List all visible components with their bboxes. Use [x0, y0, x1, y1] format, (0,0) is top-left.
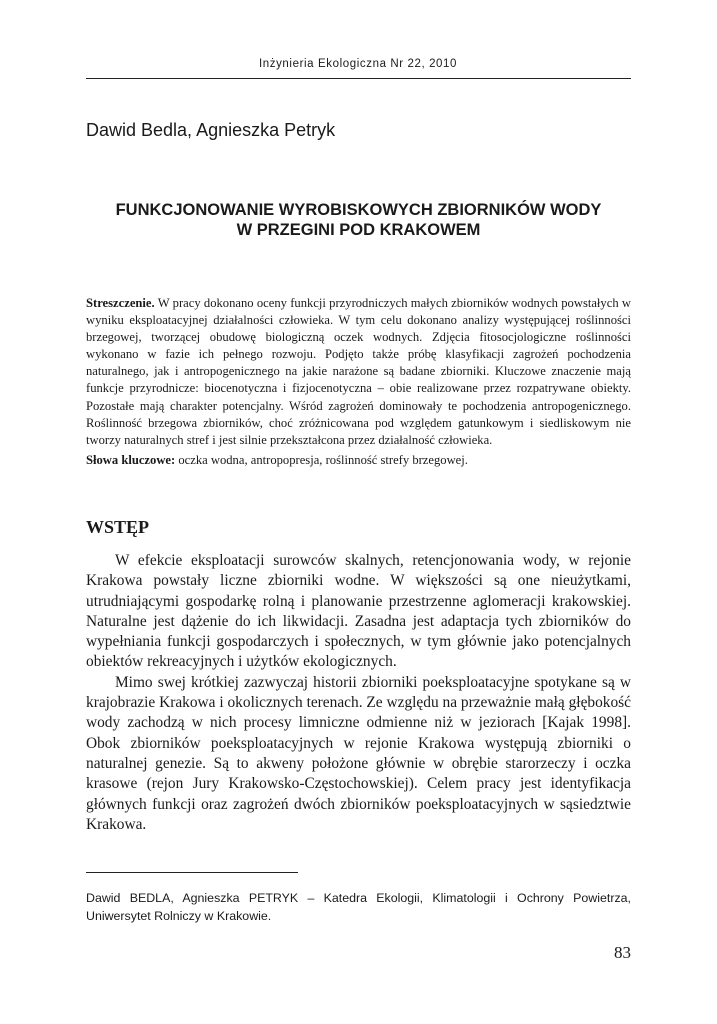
section-heading: WSTĘP — [86, 517, 150, 537]
keywords-paragraph — [86, 452, 631, 469]
authors: Dawid Bedla, Agnieszka Petryk — [86, 120, 336, 140]
footnote-rule — [86, 872, 298, 873]
abstract — [86, 295, 631, 469]
body-text — [86, 551, 631, 835]
header-rule — [86, 78, 631, 79]
title-line-2: W PRZEGINI POD KRAKOWEM — [236, 221, 481, 239]
body-paragraph-2: Mimo swej krótkiej zazwyczaj historii zbiorniki poeksploatacyjne spotykane są w krajobrazie Krakowa i okolicznych terenach. Ze względu na przeważnie małą głębokość wody zachodzą w nich procesy limniczne odmienne niż w jeziorach [Kajak 1998]. Obok zbiorników poeksploatacyjnych w rejonie Krakowa występują zbiorniki o naturalnej genezie. Są to akweny położone głównie w obrębie starorzeczy i oczka krasowe (rejon Jury Krakowsko-Częstochowskiej). Celem pracy jest identyfikacja głównych funkcji oraz zagrożeń dwóch zbiorników poeksploatacyjnych w sąsiedztwie Krakowa. — [86, 673, 631, 833]
page-number: 83 — [614, 943, 631, 962]
body-paragraph-1: W efekcie eksploatacji surowców skalnych, retencjonowania wody, w rejonie Krakowa powstały liczne zbiorniki wodne. W większości są one nieużytkami, utrudniającymi gospodarkę rolną i planowanie przestrzenne aglomeracji krakowskiej. Naturalne jest dążenie do ich likwidacji. Zasadna jest adaptacja tych zbiorników do wypełniania funkcji gospodarczych i społecznych, w tym głównie jako potencjalnych obiektów rekreacyjnych i użytków ekologicznych. — [86, 552, 631, 671]
abstract-text: W pracy dokonano oceny funkcji przyrodniczych małych zbiorników wodnych powstałych w wyniku eksploatacyjnej działalności człowieka. W tym celu dokonano analizy występującej roślinności brzegowej, tworzącej obudowę biologiczną oczek wodnych. Zdjęcia fitosocjologiczne roślinności wykonano w fazie ich pełnego rozwoju. Podjęto także próbę klasyfikacji zagrożeń pochodzenia naturalnego, jak i antropogenicznego na jakie narażone są badane zbiorniki. Kluczowe znaczenie mają funkcje przyrodnicze: biocenotyczna i fizjocenotyczna – obie realizowane przez rozpatrywane obiekty. Pozostałe mają charakter potencjalny. Wśród zagrożeń dominowały te pochodzenia antropogenicznego. Roślinność brzegowa zbiorników, choć zróżnicowana pod względem gatunkowym i siedliskowym nie tworzy naturalnych stref i jest silnie przekształcona przez działalność człowieka. — [86, 296, 631, 447]
footnote: Dawid BEDLA, Agnieszka PETRYK – Katedra Ekologii, Klimatologii i Ochrony Powietrza, Uniwersytet Rolniczy w Krakowie. — [86, 891, 631, 923]
journal-header: Inżynieria Ekologiczna Nr 22, 2010 — [258, 58, 458, 70]
abstract-label: Streszczenie. — [86, 296, 155, 310]
keywords-label: Słowa kluczowe: — [86, 452, 176, 467]
paper-title — [86, 200, 631, 240]
keywords-text: oczka wodna, antropopresja, roślinność strefy brzegowej. — [178, 452, 468, 467]
abstract-paragraph — [86, 295, 631, 449]
title-line-1: FUNKCJONOWANIE WYROBISKOWYCH ZBIORNIKÓW WODY — [115, 201, 602, 219]
